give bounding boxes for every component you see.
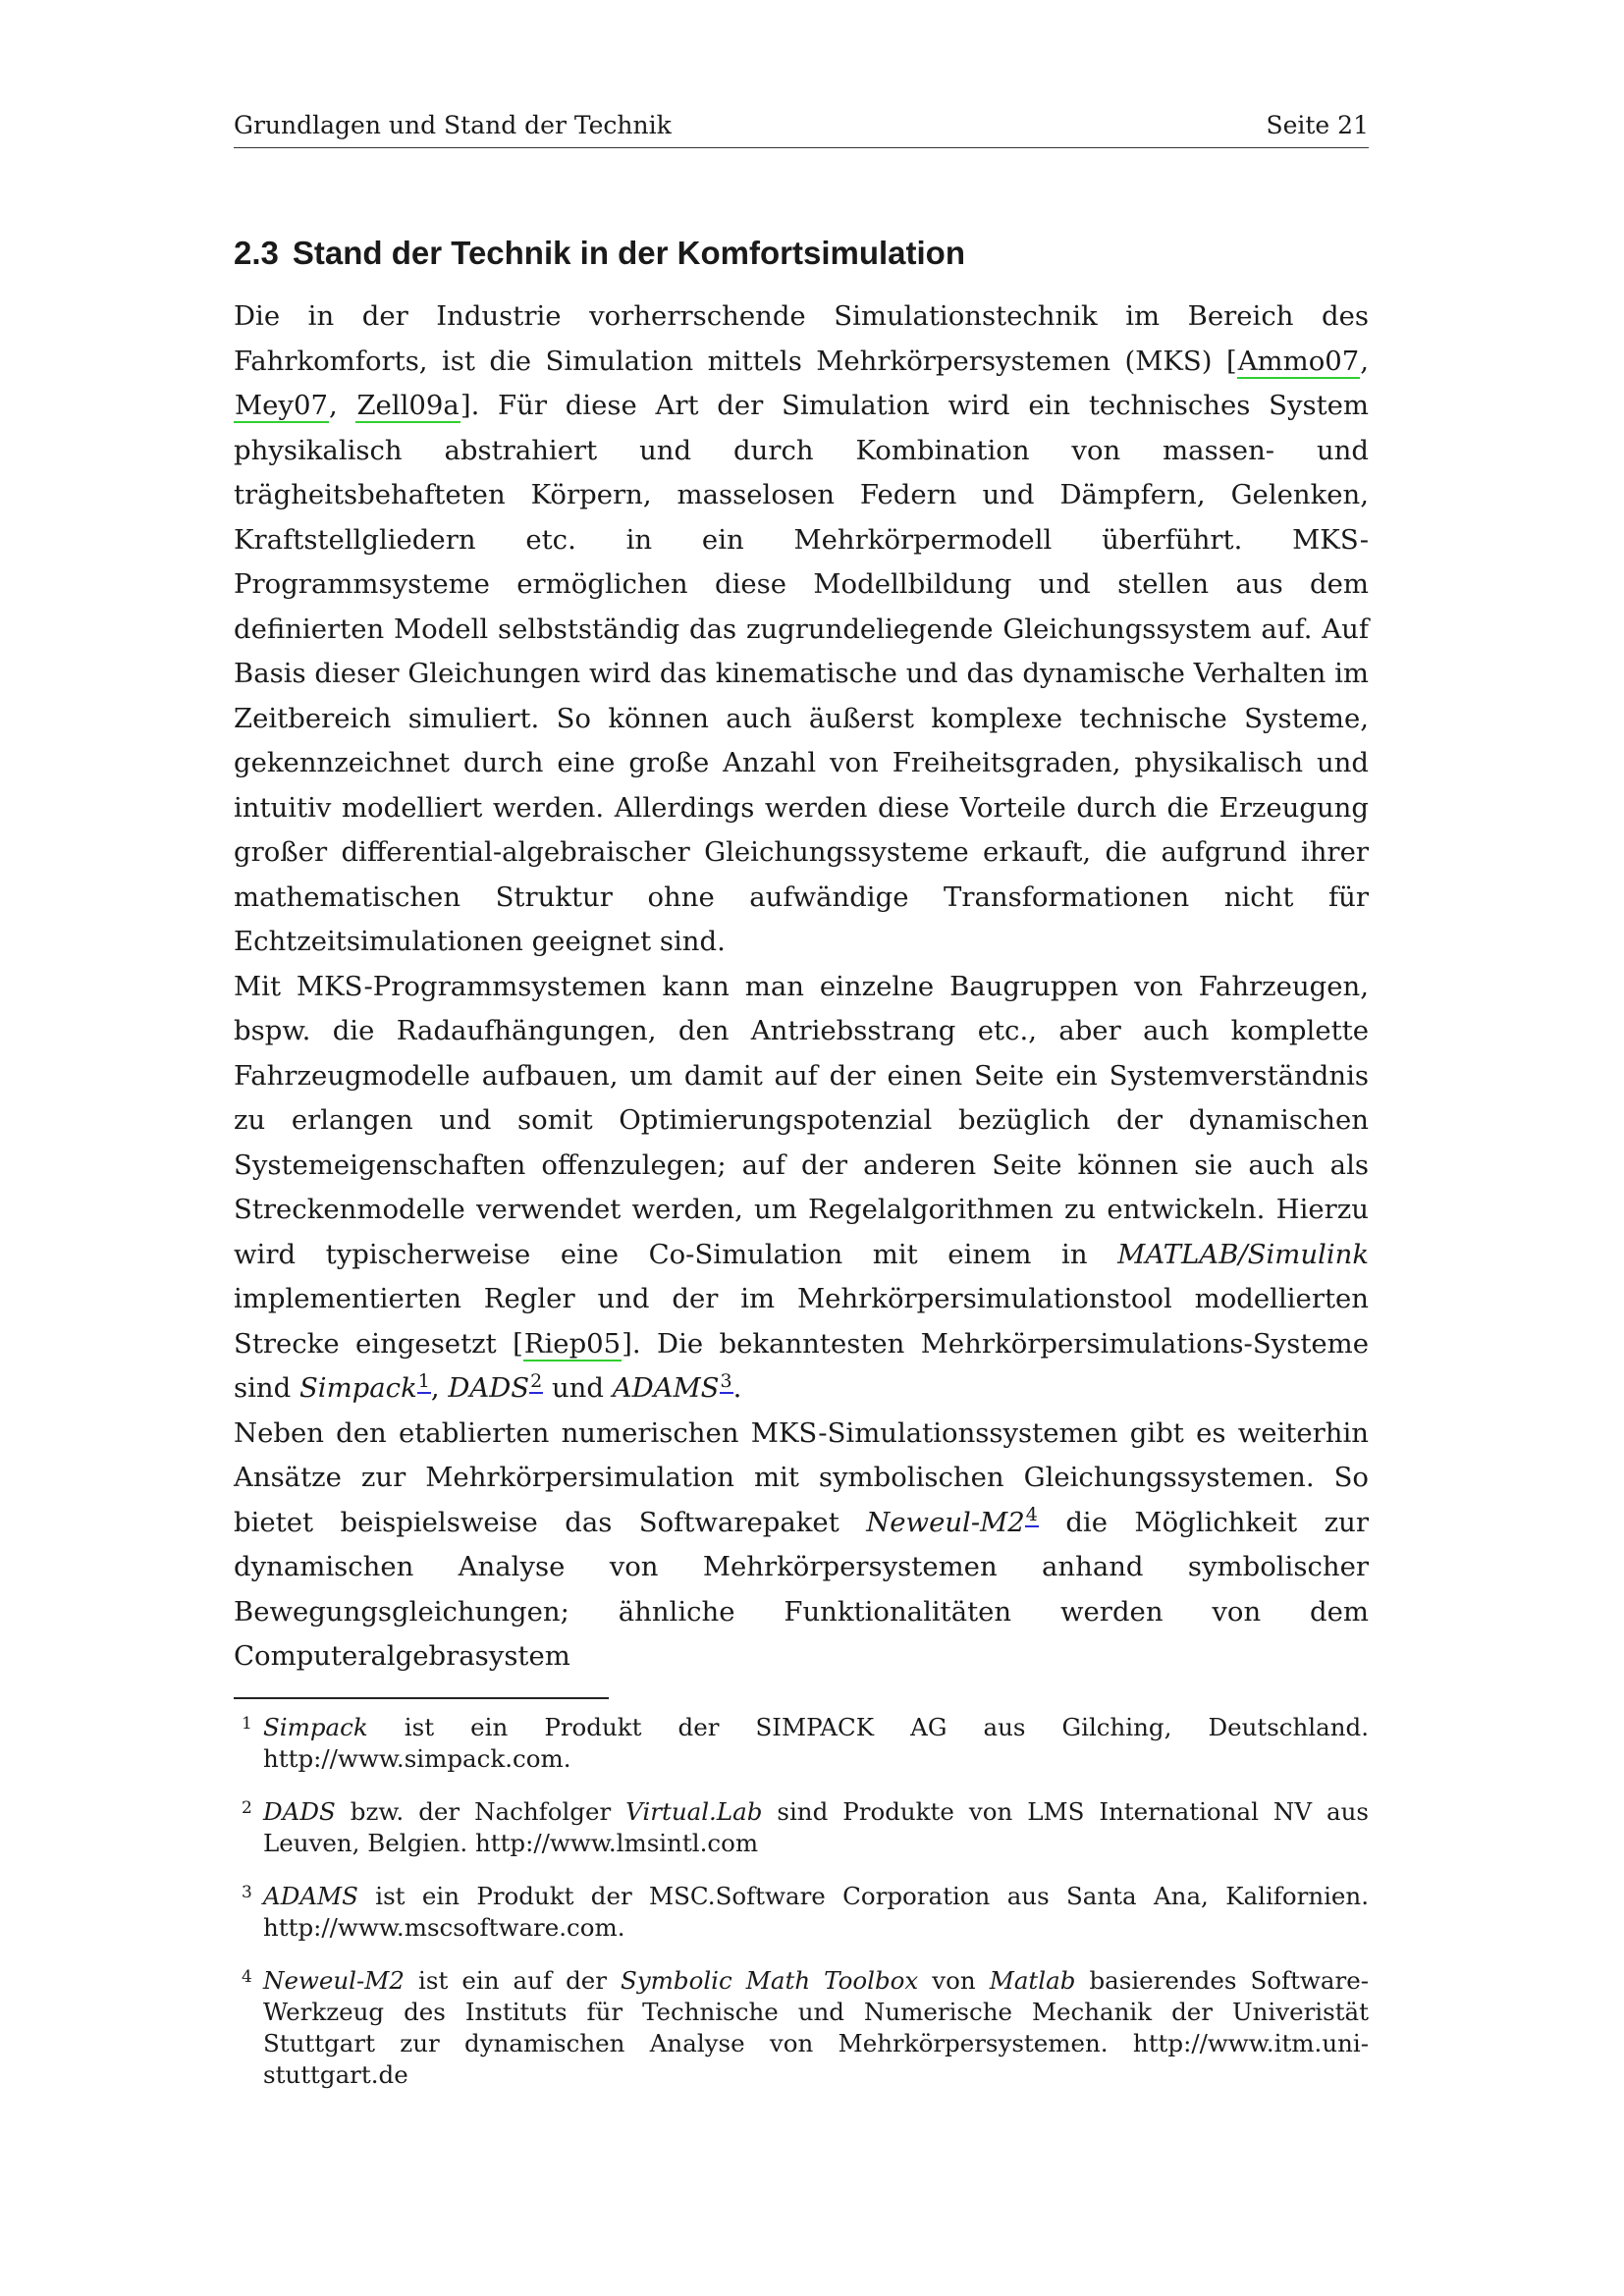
footnote-2 <box>234 1796 1369 1859</box>
software-name-adams: ADAMS <box>612 1372 720 1404</box>
header-page-number: Seite 21 <box>1266 111 1369 139</box>
citation-separator: , <box>1360 345 1369 377</box>
footnote-link-2[interactable]: 2 <box>530 1369 543 1392</box>
software-name: Virtual.Lab <box>625 1797 763 1826</box>
software-name: Simpack <box>263 1713 368 1741</box>
footnote-mark: 4 <box>242 1967 252 1987</box>
citation-bracket: [ <box>513 1327 523 1360</box>
body-text <box>234 294 1369 1680</box>
footnote-link-1[interactable]: 1 <box>417 1369 430 1392</box>
section-number: 2.3 <box>234 235 279 271</box>
software-name-neweul: Neweul-M2 <box>866 1506 1025 1538</box>
software-name: Symbolic Math Toolbox <box>621 1966 919 1995</box>
footnote-body: ist ein Produkt der SIMPACK AG aus Gilching, Deutschland. http://www.simpack.com. <box>263 1713 1369 1773</box>
paragraph-text: . Die bekanntesten Mehrkörpersimulations-Systeme sind <box>234 1327 1369 1404</box>
paragraph-text: , <box>430 1372 449 1404</box>
footnote-body: bzw. der Nachfolger <box>335 1797 626 1826</box>
footnote-text <box>263 1881 1369 1944</box>
paragraph-text: . Für diese Art der Simulation wird ein technisches System physikalisch abstrahiert und durch Kombination von massen- und trägheitsbehafteten Körpern, masselosen Federn und Dämpfern, Gelenken, Kraftstellgliedern etc. in ein Mehrkörpermodell überführt. MKS-Programmsysteme ermöglichen diese Modellbildung und stellen aus dem definierten Modell selbstständig das zugrundeliegende Gleichungssystem auf. Auf Basis dieser Gleichungen wird das kinematische und das dynamische Verhalten im Zeitbereich simuliert. So können auch äußerst komplexe technische Systeme, gekennzeichnet durch eine große Anzahl von Freiheitsgraden, physikalisch und intuitiv modelliert werden. Allerdings werden diese Vorteile durch die Erzeugung großer differential-algebraischer Gleichungssysteme erkauft, die aufgrund ihrer mathematischen Struktur ohne aufwändige Transformationen nicht für Echtzeitsimulationen geeignet sind. <box>234 390 1370 957</box>
paragraph-text: und <box>543 1372 613 1404</box>
paragraph-1 <box>234 294 1369 965</box>
footnotes <box>234 1712 1369 2112</box>
running-header <box>234 110 1369 148</box>
paragraph-text: Neben den etablierten numerischen MKS-Simulationssystemen gibt es weiterhin Ansätze zur Mehrkörpersimulation mit symbolischen Gleichungssystemen. So bietet beispielsweise das Softwarepaket <box>234 1416 1369 1538</box>
citation-bracket: [ <box>1225 345 1237 377</box>
paragraph-text: Mit MKS-Programmsystemen kann man einzelne Baugruppen von Fahrzeugen, bspw. die Radaufhängungen, den Antriebsstrang etc., aber auch komplette Fahrzeugmodelle aufbauen, um damit auf der einen Seite ein Systemverständnis zu erlangen und somit Optimierungspotenzial bezüglich der dynamischen Systemeigenschaften offenzulegen; auf der anderen Seite können sie auch als Streckenmodelle verwendet werden, um Regelalgorithmen zu entwickeln. Hierzu wird typischerweise eine Co-Simulation mit einem in <box>234 970 1369 1270</box>
footnote-1 <box>234 1712 1369 1775</box>
footnote-text <box>263 1965 1369 2091</box>
footnote-body: basierendes Software-Werkzeug des Instituts für Technische und Numerische Mechanik der Univeristät Stuttgart zur dynamischen Analyse von Mehrkörpersystemen. http://www.itm.uni-stuttgart.de <box>263 1966 1369 2089</box>
software-name-matlab: MATLAB/Simulink <box>1117 1238 1369 1270</box>
header-chapter-title: Grundlagen und Stand der Technik <box>234 111 672 139</box>
section-title: Stand der Technik in der Komfortsimulation <box>292 235 965 271</box>
footnote-text <box>263 1796 1369 1859</box>
software-name-dads: DADS <box>448 1372 530 1404</box>
footnote-3 <box>234 1881 1369 1944</box>
software-name: ADAMS <box>263 1882 358 1910</box>
footnote-link-4[interactable]: 4 <box>1025 1504 1038 1526</box>
citation-link-mey07[interactable]: Mey07 <box>235 390 328 421</box>
citation-bracket: ] <box>622 1327 632 1360</box>
paragraph-2 <box>234 965 1369 1412</box>
footnote-4 <box>234 1965 1369 2091</box>
footnote-mark: 2 <box>242 1798 252 1818</box>
citation-bracket: ] <box>460 390 471 421</box>
footnote-mark: 1 <box>242 1714 252 1734</box>
paragraph-text: Die in der Industrie vorherrschende Simulationstechnik im Bereich des Fahrkomforts, ist die Simulation mittels Mehrkörpersystemen (MKS) <box>234 300 1369 377</box>
footnote-link-3[interactable]: 3 <box>720 1369 732 1392</box>
citation-link-riep05[interactable]: Riep05 <box>523 1327 622 1360</box>
software-name-simpack: Simpack <box>298 1372 417 1404</box>
citation-link-ammo07[interactable]: Ammo07 <box>1237 345 1360 377</box>
paragraph-text: . <box>732 1372 742 1404</box>
footnote-mark: 3 <box>242 1883 252 1902</box>
footnote-body: von <box>918 1966 990 1995</box>
citation-link-zell09a[interactable]: Zell09a <box>356 390 460 421</box>
footnote-body: ist ein auf der <box>404 1966 622 1995</box>
paragraph-text: die Möglichkeit zur dynamischen Analyse von Mehrkörpersystemen anhand symbolischer Bewegungsgleichungen; ähnliche Funktionalitäten werden von dem Computeralgebrasystem <box>234 1506 1369 1672</box>
paragraph-3 <box>234 1412 1369 1680</box>
software-name: Matlab <box>989 1966 1076 1995</box>
citation-separator: , <box>328 390 356 421</box>
paragraph-text: implementierten Regler und der im Mehrkörpersimulationstool modellierten Strecke eingesetzt <box>234 1283 1369 1360</box>
section-heading <box>234 230 965 277</box>
footnote-body: ist ein Produkt der MSC.Software Corporation aus Santa Ana, Kalifornien. http://www.mscsoftware.com. <box>263 1882 1369 1942</box>
software-name: DADS <box>263 1797 336 1826</box>
software-name: Neweul-M2 <box>263 1966 405 1995</box>
footnote-body: sind Produkte von LMS International NV aus Leuven, Belgien. http://www.lmsintl.com <box>263 1797 1369 1857</box>
footnote-text <box>263 1712 1369 1775</box>
footnote-divider <box>234 1697 609 1699</box>
